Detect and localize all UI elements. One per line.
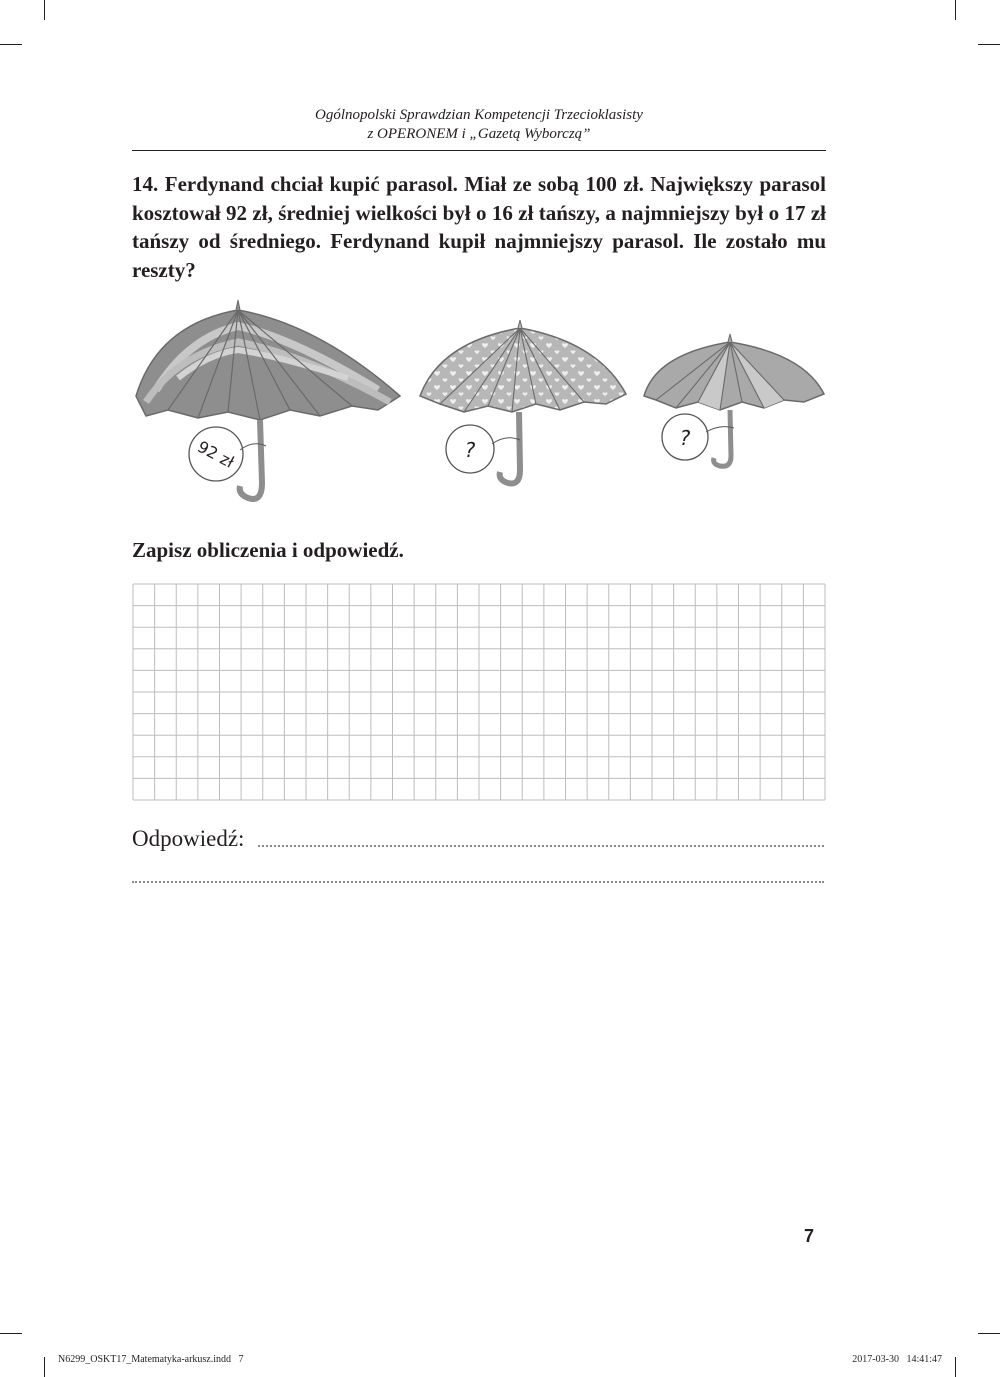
large-umbrella (136, 300, 400, 499)
instruction-text: Zapisz obliczenia i odpowiedź. (132, 538, 404, 562)
price-tag-small: ? (679, 426, 691, 450)
page-number: 7 (803, 1226, 814, 1246)
calculation-grid[interactable] (132, 583, 826, 801)
answer-line-2[interactable] (132, 881, 824, 883)
running-header (132, 106, 826, 144)
crop-mark-top-left-h (0, 44, 22, 45)
header-rule (132, 150, 826, 151)
umbrella-illustration (128, 298, 828, 518)
crop-mark-top-right-h (978, 44, 1000, 45)
crop-mark-bottom-left-v (44, 1357, 45, 1377)
medium-umbrella (420, 320, 626, 483)
crop-mark-top-left-v (44, 0, 45, 20)
footer-file: N6299_OSKT17_Matematyka-arkusz.indd 7 (58, 1354, 244, 1365)
crop-mark-top-right-v (955, 0, 956, 20)
footer-timestamp: 2017-03-30 14:41:47 (852, 1354, 942, 1365)
header-line-2: z OPERONEM i „Gazetą Wyborczą” (367, 126, 591, 142)
crop-mark-bottom-right-v (955, 1357, 956, 1377)
crop-mark-bottom-right-h (978, 1333, 1000, 1334)
answer-label: Odpowiedź: (132, 826, 245, 851)
price-tag-medium: ? (464, 438, 476, 462)
crop-mark-bottom-left-h (0, 1333, 22, 1334)
answer-line-1[interactable] (258, 845, 824, 847)
question-text: 14. Ferdynand chciał kupić parasol. Miał ze sobą 100 zł. Największy parasol kosztował 92 zł, średniej wielkości był o 16 zł tańszy, a najmniejszy był o 17 zł tańszy od średniego. Ferdynand kupił najmniejszy parasol. Ile zostało mu reszty? (132, 172, 826, 282)
price-tag-large: 92 zł (194, 437, 238, 472)
small-umbrella (644, 334, 824, 466)
header-line-1: Ogólnopolski Sprawdzian Kompetencji Trzecioklasisty (315, 107, 643, 123)
